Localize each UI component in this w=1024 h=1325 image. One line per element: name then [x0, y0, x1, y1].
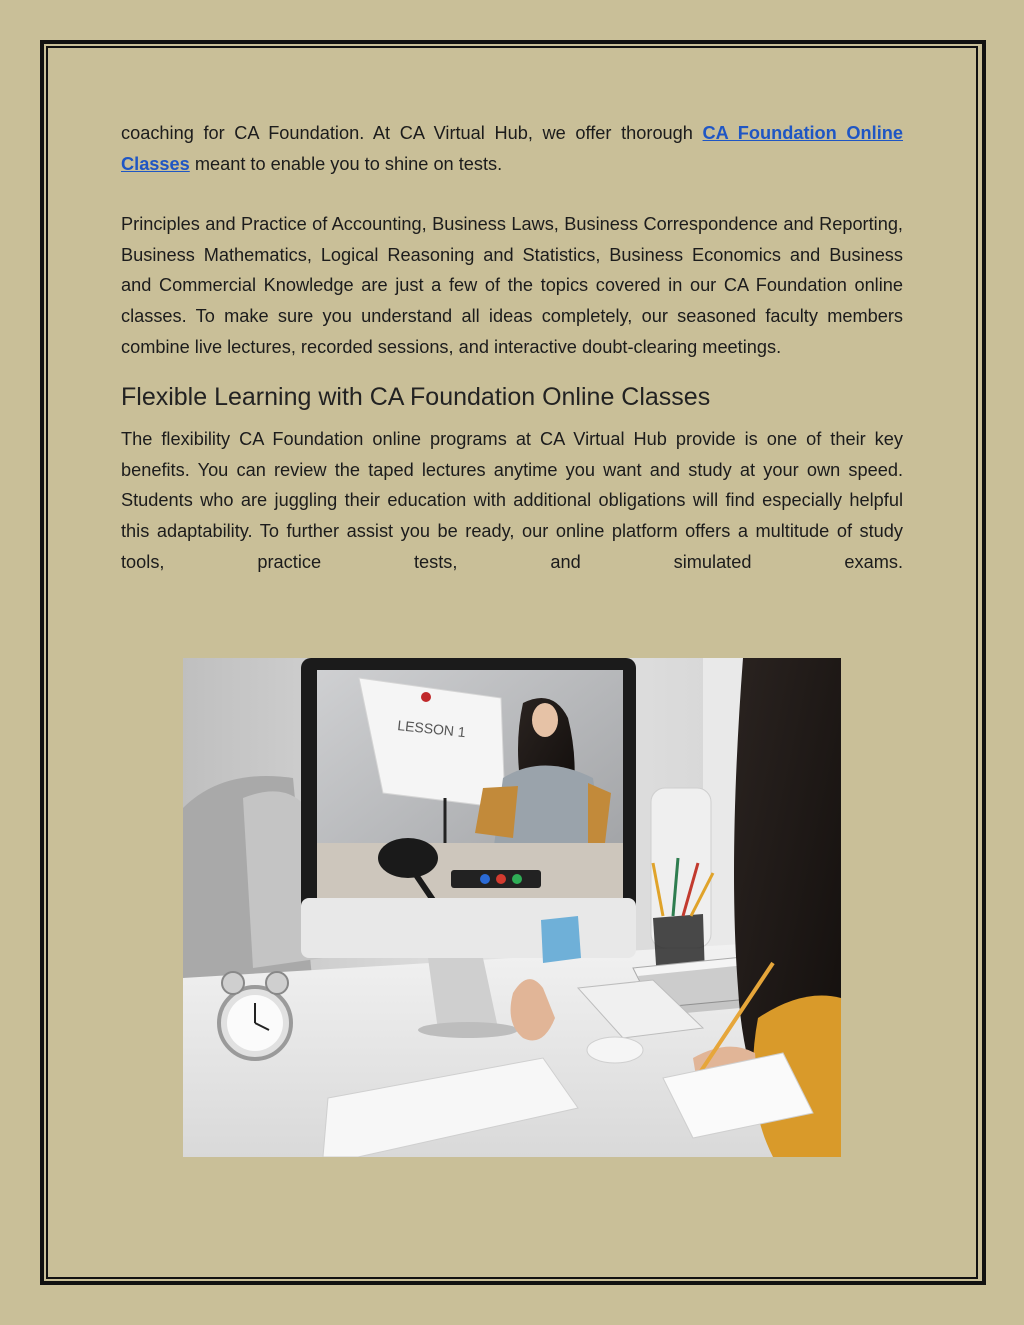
flexibility-paragraph: The flexibility CA Foundation online programs at CA Virtual Hub provide is one of their key benefits. You can review the taped lectures anytime you want and study at your own speed. Students who are juggling their education with additional obligations will find especially helpful this adaptability. To further assist you be ready, our online platform offers a multitude of study tools, practice tests, and simulated exams.	[121, 429, 903, 572]
online-class-photo	[183, 658, 841, 1157]
topics-paragraph: Principles and Practice of Accounting, Business Laws, Business Correspondence and Reporting, Business Mathematics, Logical Reasoning and Statistics, Business Economics and Business and Commercial Knowledge are just a few of the topics covered in our CA Foundation online classes. To make sure you understand all ideas completely, our seasoned faculty members combine live lectures, recorded sessions, and interactive doubt-clearing meetings.	[121, 214, 903, 357]
whiteboard-lesson-text: LESSON 1	[396, 717, 467, 741]
document-content	[121, 118, 903, 577]
ca-foundation-online-classes-link[interactable]: CA Foundation Online Classes	[121, 123, 903, 174]
section-heading: Flexible Learning with CA Foundation Online Classes	[121, 383, 711, 412]
intro-paragraph: coaching for CA Foundation. At CA Virtual Hub, we offer thorough CA Foundation Online Classes meant to enable you to shine on tests.	[121, 123, 903, 174]
